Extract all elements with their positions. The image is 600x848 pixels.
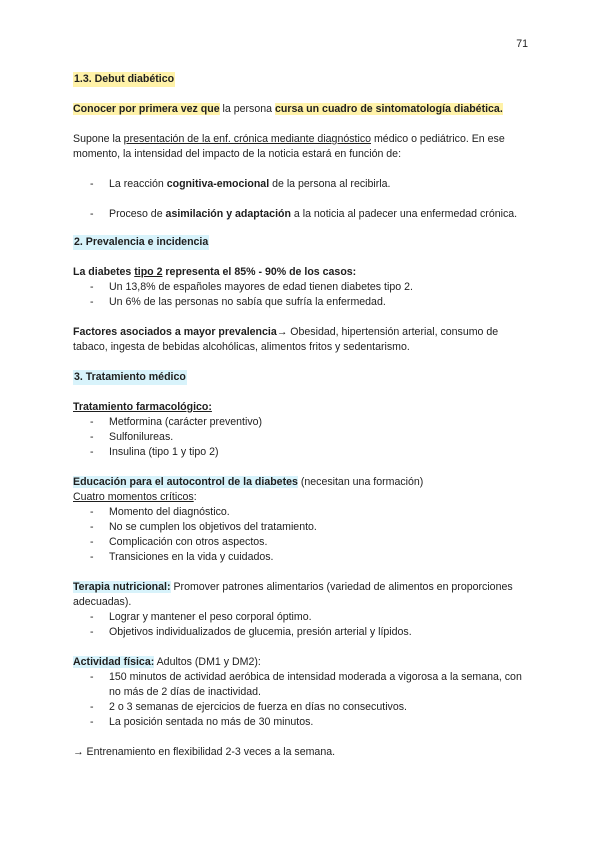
impact-paragraph: [73, 132, 533, 162]
list-item: - Un 13,8% de españoles mayores de edad tienen diabetes tipo 2.: [73, 280, 533, 295]
prevalence-lead: La diabetes tipo 2 representa el 85% - 90% de los casos:: [73, 266, 357, 278]
list-item: - Sulfonilureas.: [73, 430, 533, 445]
impact-text-b: médico o pediátrico. En ese momento, la intensidad del impacto de la noticia estará en función de:: [73, 133, 505, 160]
activity-text: Adultos (DM1 y DM2):: [154, 656, 261, 668]
nutrition-text: Promover patrones alimentarios (variedad de alimentos en proporciones adecuadas).: [73, 581, 513, 608]
list-item: - Objetivos individualizados de glucemia, presión arterial y lípidos.: [73, 625, 533, 640]
impact-underlined: presentación de la enf. crónica mediante diagnóstico: [123, 133, 372, 145]
list-item: - Proceso de asimilación y adaptación a la noticia al padecer una enfermedad crónica.: [73, 207, 533, 222]
definition-paragraph: [73, 102, 533, 117]
definition-text: la persona: [219, 103, 275, 115]
impact-text-a: Supone la: [73, 133, 124, 145]
impact-list: [73, 177, 533, 222]
list-item: - Metformina (carácter preventivo): [73, 415, 533, 430]
edu-title: Educación para el autocontrol de la diabetes: [73, 476, 298, 488]
list-item: - No se cumplen los objetivos del tratamiento.: [73, 520, 533, 535]
list-item: - Un 6% de las personas no sabía que sufría la enfermedad.: [73, 295, 533, 310]
activity-list: [73, 670, 533, 730]
activity-title: Actividad física:: [73, 656, 155, 668]
list-item: - La posición sentada no más de 30 minutos.: [73, 715, 533, 730]
farm-list: [73, 415, 533, 460]
nutrition-paragraph: [73, 580, 533, 610]
section-title-prevalencia: 2. Prevalencia e incidencia: [74, 236, 209, 248]
list-item: - Complicación con otros aspectos.: [73, 535, 533, 550]
list-item: - Insulina (tipo 1 y tipo 2): [73, 445, 533, 460]
edu-heading: [73, 475, 533, 490]
nutrition-list: [73, 610, 533, 640]
list-item: - Transiciones en la vida y cuidados.: [73, 550, 533, 565]
nutrition-title: Terapia nutricional:: [73, 581, 171, 593]
page-content: [73, 72, 533, 760]
activity-paragraph: [73, 655, 533, 670]
factors-title: Factores asociados a mayor prevalencia: [73, 326, 277, 338]
edu-list: [73, 505, 533, 565]
factors-text: → Obesidad, hipertensión arterial, consumo de tabaco, ingesta de bebidas alcohólicas, alimentos fritos y sedentarismo.: [73, 326, 499, 353]
definition-highlight-b: cursa un cuadro de sintomatología diabética.: [274, 103, 503, 115]
list-item: - Momento del diagnóstico.: [73, 505, 533, 520]
list-item: - 150 minutos de actividad aeróbica de intensidad moderada a vigorosa a la semana, con no más de 2 días de inactividad.: [73, 670, 533, 700]
farm-title: Tratamiento farmacológico:: [73, 401, 212, 413]
prevalence-list: [73, 280, 533, 310]
list-item: - Lograr y mantener el peso corporal óptimo.: [73, 610, 533, 625]
list-item: - La reacción cognitiva-emocional de la persona al recibirla.: [73, 177, 533, 192]
section-title-debut: 1.3. Debut diabético: [74, 73, 175, 85]
list-item: - 2 o 3 semanas de ejercicios de fuerza en días no consecutivos.: [73, 700, 533, 715]
flexibility-note: → Entrenamiento en flexibilidad 2-3 veces a la semana.: [73, 746, 336, 758]
definition-highlight-a: Conocer por primera vez que: [73, 103, 220, 115]
edu-note: (necesitan una formación): [297, 476, 424, 488]
factors-paragraph: [73, 325, 533, 355]
page-number: 71: [516, 38, 528, 50]
edu-subheading: Cuatro momentos críticos:: [73, 491, 197, 503]
section-title-tratamiento: 3. Tratamiento médico: [74, 371, 186, 383]
